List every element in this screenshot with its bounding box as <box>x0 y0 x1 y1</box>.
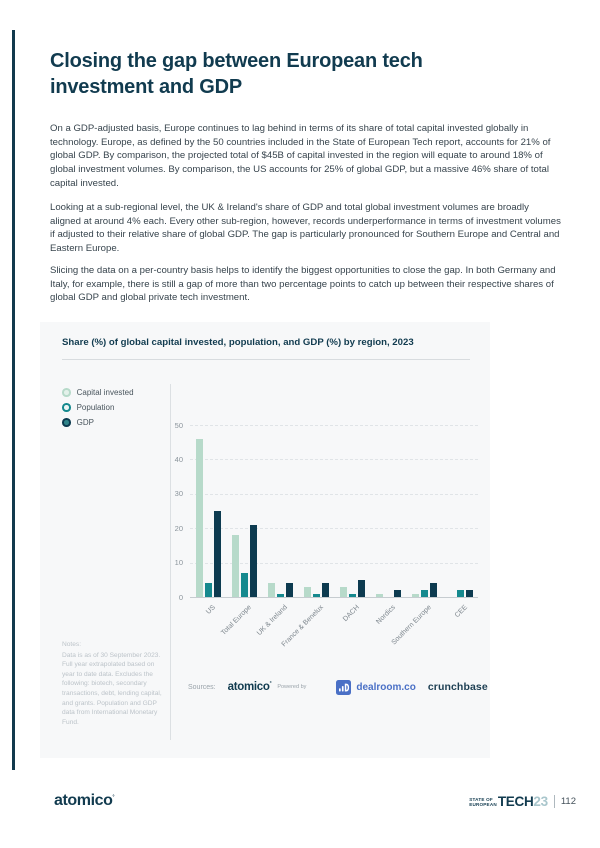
gridline-40 <box>190 459 478 460</box>
powered-by-label: Powered by <box>277 684 307 690</box>
footer-atomico-logo: atomico° <box>54 792 115 809</box>
x-axis-label-france-benelux: France & Benelux <box>280 604 325 649</box>
bar-france-benelux-population <box>313 594 320 597</box>
notes-body: Data is as of 30 September 2023. Full year extrapolated based on year to date data. Excludes the following: biotech, secondary transactions, debt, lending capital, and grants. Population and GDP data from International Monetary Fund. <box>62 651 162 726</box>
bar-group-france-benelux <box>298 583 334 597</box>
bar-dach-capital-invested <box>340 587 347 597</box>
bar-group-total-europe <box>226 525 262 597</box>
y-axis-tick-50: 50 <box>174 420 183 430</box>
chart-legend <box>62 388 134 427</box>
x-axis-label-dach: DACH <box>341 604 361 623</box>
chart-title: Share (%) of global capital invested, population, and GDP (%) by region, 2023 <box>62 337 414 348</box>
paragraph-3: Slicing the data on a per-country basis helps to identify the biggest opportunities to close the gap. In both Germany and Italy, for example, there is still a gap of more than two percentage points to catch up between their respective shares of global GDP and global private tech investment. <box>50 265 556 304</box>
soet-line1: STATE OF <box>469 796 493 802</box>
legend-item-population <box>62 403 134 412</box>
chart-card <box>40 322 490 758</box>
soet-year-text: 23 <box>533 794 548 809</box>
bar-us-gdp <box>214 511 221 597</box>
bar-group-nordics <box>370 590 406 597</box>
bar-uk-ireland-gdp <box>286 583 293 597</box>
x-axis-label-cee: CEE <box>453 604 469 620</box>
notes-label: Notes: <box>62 641 82 648</box>
bar-uk-ireland-capital-invested <box>268 583 275 597</box>
soet-tech-text: TECH <box>497 794 534 809</box>
paragraph-1: On a GDP-adjusted basis, Europe continues to lag behind in terms of its share of total capital invested globally in technology. Europe, as defined by the 50 countries included in the State of European Tech report, accounts for 21% of global GDP. By comparison, the projected total of $45B of capital invested in the region will equate to around 18% of global investment volumes. By comparison, the US accounts for 25% of global GDP, but a massive 46% share of total capital invested. <box>50 123 551 189</box>
x-axis-label-southern-europe: Southern Europe <box>390 604 433 647</box>
soet-line2: EUROPEAN <box>469 801 497 807</box>
bar-group-us <box>190 439 226 597</box>
footer-separator <box>554 795 555 808</box>
atomico-degree-mark: ° <box>269 681 272 688</box>
bar-france-benelux-capital-invested <box>304 587 311 597</box>
x-axis-label-uk-ireland: UK & Ireland <box>255 604 289 638</box>
bar-group-southern-europe <box>406 583 442 597</box>
y-axis-tick-0: 0 <box>178 592 183 602</box>
x-axis-label-total-europe: Total Europe <box>220 604 253 637</box>
chart-notes <box>62 640 164 727</box>
dealroom-icon <box>336 680 351 695</box>
bar-cee-gdp <box>466 590 473 597</box>
left-margin-rule <box>12 30 15 770</box>
page-title: Closing the gap between European tech investment and GDP <box>50 50 423 98</box>
legend-label: GDP <box>76 418 94 427</box>
legend-label: Population <box>76 403 115 412</box>
atomico-source-logo: atomico° <box>227 681 272 693</box>
legend-item-gdp <box>62 418 134 427</box>
x-axis-label-nordics: Nordics <box>375 604 397 626</box>
gridline-30 <box>190 494 478 495</box>
legend-label: Capital invested <box>76 388 134 397</box>
bar-us-population <box>205 583 212 597</box>
capital-invested-dot-icon <box>62 388 71 397</box>
soet-footer-logo <box>469 794 576 809</box>
bar-uk-ireland-population <box>277 594 284 597</box>
bar-dach-gdp <box>358 580 365 597</box>
crunchbase-logo: crunchbase <box>427 681 488 693</box>
y-axis-tick-40: 40 <box>174 454 183 464</box>
chart-title-divider <box>62 359 470 360</box>
paragraph-2: Looking at a sub-regional level, the UK & Ireland's share of GDP and total global investment volumes are broadly aligned at around 4% each. Every other sub-region, however, records underperformance in terms of investment volumes if adjusted to their relative share of global GDP. The gap is particularly pronounced for Southern Europe and Central and Eastern Europe. <box>50 202 561 255</box>
bar-cee-population <box>457 590 464 597</box>
bar-total-europe-gdp <box>250 525 257 597</box>
bar-dach-population <box>349 594 356 597</box>
bar-group-cee <box>442 590 478 597</box>
bar-france-benelux-gdp <box>322 583 329 597</box>
page-number: 112 <box>560 796 576 807</box>
sources-label: Sources: <box>188 683 216 691</box>
atomico-degree-mark: ° <box>112 794 115 801</box>
dealroom-logo: dealroom.co <box>356 681 416 693</box>
bar-total-europe-population <box>241 573 248 597</box>
soet-stacked-text <box>469 797 497 807</box>
y-axis-tick-10: 10 <box>174 558 183 568</box>
sources-row <box>188 676 488 698</box>
bar-group-dach <box>334 580 370 597</box>
population-dot-icon <box>62 403 71 412</box>
y-axis-tick-30: 30 <box>174 489 183 499</box>
bar-group-uk-ireland <box>262 583 298 597</box>
y-axis-tick-20: 20 <box>174 523 183 533</box>
bar-nordics-capital-invested <box>376 594 383 597</box>
bar-nordics-gdp <box>394 590 401 597</box>
bar-total-europe-capital-invested <box>232 535 239 597</box>
bar-chart-plot <box>174 420 478 649</box>
bar-southern-europe-gdp <box>430 583 437 597</box>
gridline-50 <box>190 425 478 426</box>
legend-item-capital-invested <box>62 388 134 397</box>
bar-southern-europe-capital-invested <box>412 594 419 597</box>
bar-us-capital-invested <box>196 439 203 597</box>
x-axis-label-us: US <box>205 604 217 616</box>
gdp-dot-icon <box>62 418 71 427</box>
bar-southern-europe-population <box>421 590 428 597</box>
